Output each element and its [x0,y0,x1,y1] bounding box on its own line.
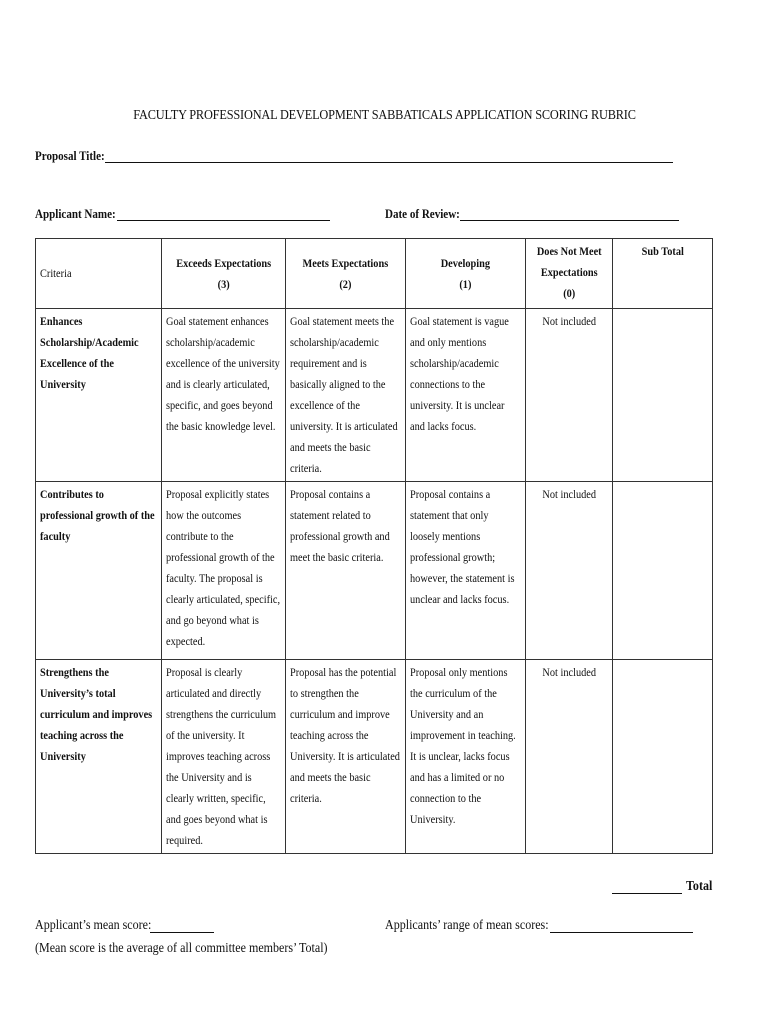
criteria-cell: Strengthens the University’s total curriculum and improves teaching across the University [36,660,162,854]
rubric-row-scholarship [36,309,713,482]
proposal-title-blank[interactable] [105,162,673,163]
applicant-name-label: Applicant Name: [35,206,116,221]
applicant-name-field [35,206,130,222]
subtotal-cell[interactable] [613,482,713,660]
header-criteria: Criteria [36,239,162,309]
developing-cell: Goal statement is vague and only mentions scholarship/academic connections to the university. It is unclear and lacks focus. [406,309,526,482]
mean-score-label: Applicant’s mean score: [35,918,152,933]
scoring-rubric-table [35,238,713,854]
developing-cell: Proposal contains a statement that only loosely mentions professional growth; however, the statement is unclear and lacks focus. [406,482,526,660]
exceeds-cell: Proposal explicitly states how the outcomes contribute to the professional growth of the faculty. The proposal is clearly articulated, specific, and go beyond what is expected. [162,482,286,660]
date-of-review-blank[interactable] [460,220,679,221]
header-does-not-meet: Does Not Meet Expectations (0) [526,239,613,309]
meets-cell: Proposal has the potential to strengthen the curriculum and improve teaching across the University. It is articulated and meets the basic criteria. [286,660,406,854]
meets-cell: Proposal contains a statement related to professional growth and meet the basic criteria. [286,482,406,660]
does-not-meet-cell: Not included [526,660,613,854]
rubric-row-professional-growth [36,482,713,660]
range-blank[interactable] [550,932,693,933]
exceeds-cell: Goal statement enhances scholarship/academic excellence of the university and is clearly articulated, specific, and goes beyond the basic knowledge level. [162,309,286,482]
proposal-title-label: Proposal Title: [35,148,105,163]
total-blank[interactable] [612,893,682,894]
range-label: Applicants’ range of mean scores: [385,918,549,933]
header-row [36,239,713,309]
criteria-cell: Enhances Scholarship/Academic Excellence of the University [36,309,162,482]
does-not-meet-cell: Not included [526,482,613,660]
mean-score-blank[interactable] [150,932,214,933]
header-developing: Developing (1) [406,239,526,309]
header-exceeds: Exceeds Expectations (3) [162,239,286,309]
total-label: Total [686,879,713,894]
applicant-name-blank[interactable] [117,220,330,221]
subtotal-cell[interactable] [613,309,713,482]
meets-cell: Goal statement meets the scholarship/academic requirement and is basically aligned to the excellence of the university. It is articulated and meets the basic criteria. [286,309,406,482]
date-of-review-label: Date of Review: [385,206,460,221]
criteria-cell: Contributes to professional growth of the faculty [36,482,162,660]
document-title: FACULTY PROFESSIONAL DEVELOPMENT SABBATICALS APPLICATION SCORING RUBRIC [133,108,637,123]
header-subtotal: Sub Total [613,239,713,309]
range-field [385,918,575,934]
rubric-row-curriculum [36,660,713,854]
exceeds-cell: Proposal is clearly articulated and directly strengthens the curriculum of the university. It improves teaching across the University and is clearly written, specific, and goes beyond what is required. [162,660,286,854]
subtotal-cell[interactable] [613,660,713,854]
header-meets: Meets Expectations (2) [286,239,406,309]
mean-score-note: (Mean score is the average of all committee members’ Total) [35,941,328,956]
does-not-meet-cell: Not included [526,309,613,482]
developing-cell: Proposal only mentions the curriculum of the University and an improvement in teaching. It is unclear, lacks focus and has a limited or no connection to the University. [406,660,526,854]
